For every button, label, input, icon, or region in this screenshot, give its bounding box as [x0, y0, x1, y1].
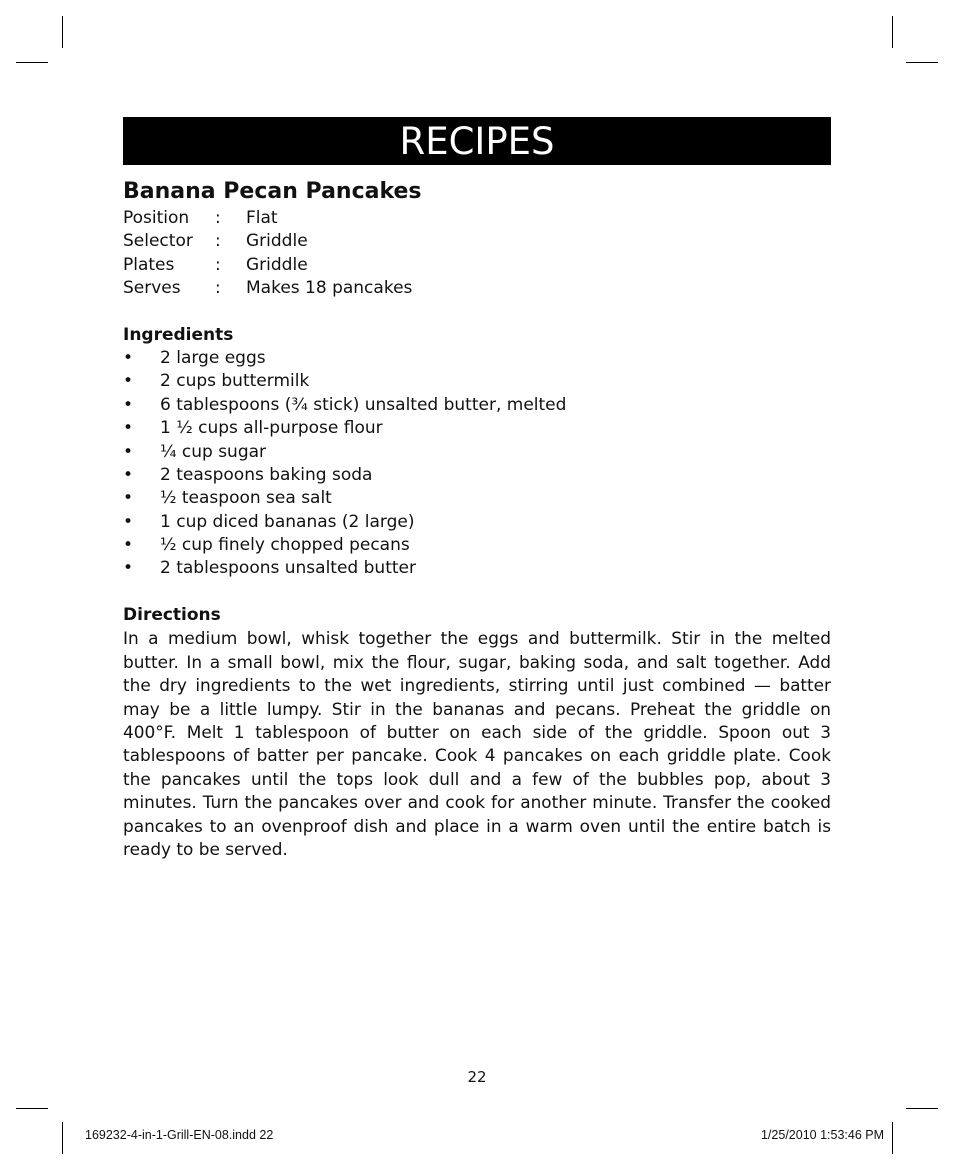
crop-mark-bottom-left-vertical [62, 1122, 63, 1154]
ingredient-text: ½ cup finely chopped pecans [160, 535, 410, 556]
ingredient-text: 2 cups buttermilk [160, 371, 310, 392]
ingredient-text: 1 ½ cups all-purpose flour [160, 418, 383, 439]
recipe-content [123, 178, 831, 861]
meta-separator: : [215, 231, 221, 252]
bullet: • [123, 511, 134, 532]
ingredient-text: 2 tablespoons unsalted butter [160, 558, 416, 579]
crop-mark-bottom-right-horizontal [906, 1108, 938, 1109]
list-item [123, 347, 831, 370]
crop-mark-top-left-vertical [62, 16, 63, 48]
meta-key: Selector [123, 231, 193, 252]
meta-value: Makes 18 pancakes [246, 278, 413, 299]
ingredient-text: 2 large eggs [160, 347, 266, 368]
slug-filename: 169232-4-in-1-Grill-EN-08.indd 22 [85, 1128, 274, 1142]
meta-key: Position [123, 208, 190, 228]
meta-key: Plates [123, 254, 175, 275]
ingredients-list [123, 347, 831, 581]
crop-mark-top-right-vertical [892, 16, 893, 48]
section-title: RECIPES [399, 119, 555, 163]
slug-timestamp: 1/25/2010 1:53:46 PM [760, 1128, 884, 1142]
bullet: • [123, 371, 134, 392]
meta-separator: : [215, 208, 221, 228]
crop-mark-top-right-horizontal [906, 62, 938, 63]
meta-row-position [123, 207, 831, 230]
crop-mark-bottom-right-vertical [892, 1122, 893, 1154]
list-item [123, 487, 831, 510]
crop-mark-bottom-left-horizontal [16, 1108, 48, 1109]
list-item [123, 417, 831, 440]
meta-value: Griddle [246, 254, 308, 275]
ingredient-text: 2 teaspoons baking soda [160, 464, 373, 485]
meta-row-serves [123, 277, 831, 300]
list-item [123, 370, 831, 393]
ingredient-text: 1 cup diced bananas (2 large) [160, 511, 415, 532]
list-item [123, 464, 831, 487]
crop-mark-top-left-horizontal [16, 62, 48, 63]
recipe-meta [123, 207, 831, 301]
directions-heading: Directions [123, 604, 221, 625]
meta-row-plates [123, 254, 831, 277]
list-item [123, 394, 831, 417]
list-item [123, 557, 831, 580]
page-number: 22 [467, 1068, 487, 1086]
bullet: • [123, 558, 134, 579]
meta-key: Serves [123, 278, 181, 299]
meta-value: Griddle [246, 231, 308, 252]
meta-separator: : [215, 254, 221, 275]
ingredient-text: ½ teaspoon sea salt [160, 488, 332, 509]
recipe-title: Banana Pecan Pancakes [123, 179, 422, 204]
bullet: • [123, 347, 134, 368]
ingredients-heading: Ingredients [123, 324, 234, 345]
meta-row-selector [123, 230, 831, 253]
bullet: • [123, 394, 134, 415]
list-item [123, 441, 831, 464]
ingredient-text: ¼ cup sugar [160, 441, 267, 462]
bullet: • [123, 488, 134, 509]
list-item [123, 511, 831, 534]
section-banner [123, 117, 831, 165]
bullet: • [123, 464, 134, 485]
meta-value: Flat [246, 208, 278, 228]
bullet: • [123, 441, 134, 462]
ingredient-text: 6 tablespoons (¾ stick) unsalted butter, melted [160, 394, 567, 415]
bullet: • [123, 418, 134, 439]
meta-separator: : [215, 278, 221, 299]
list-item [123, 534, 831, 557]
bullet: • [123, 535, 134, 556]
directions-text: In a medium bowl, whisk together the eggs and buttermilk. Stir in the melted butter. In a small bowl, mix the flour, sugar, baking soda, and salt together. Add the dry ingredients to the wet ingredients, stirring until just combined — batter may be a little lumpy. Stir in the bananas and pecans. Preheat the griddle on 400°F. Melt 1 tablespoon of butter on each side of the griddle. Spoon out 3 tablespoons of batter per pancake. Cook 4 pancakes on each griddle plate. Cook the pancakes until the tops look dull and a few of the bubbles pop, about 3 minutes. Turn the pancakes over and cook for another minute. Transfer the cooked pancakes to an ovenproof dish and place in a warm oven until the entire batch is ready to be served. [123, 628, 831, 859]
